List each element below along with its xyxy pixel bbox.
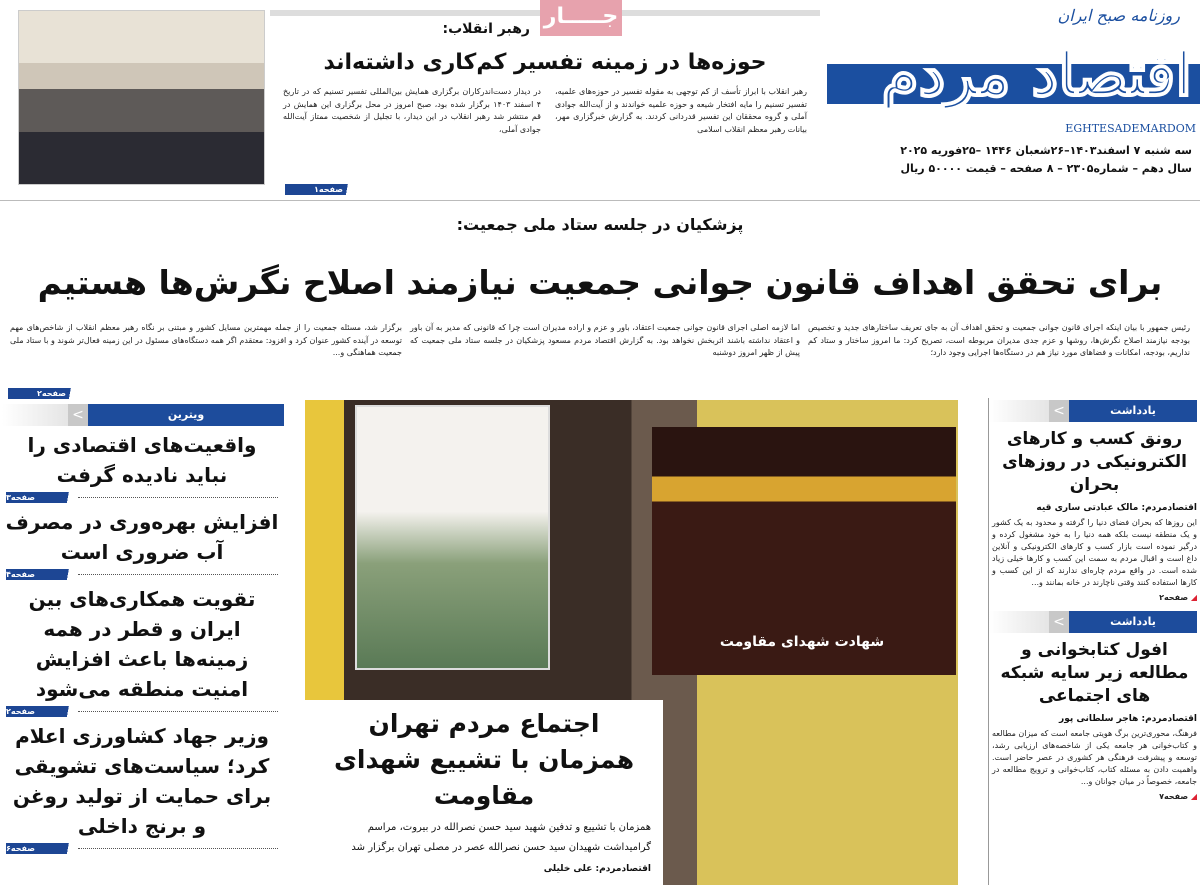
- showcase-page-ref-2[interactable]: صفحه۴ »: [6, 569, 78, 580]
- issue-info: [900, 142, 1192, 178]
- photo-story-body: همزمان با تشییع و تدفین شهید سید حسن نصرالله در بیروت، مراسم گرامیداشت شهیدان سید حسن نصرالله عصر در مصلی تهران برگزار شد: [351, 822, 651, 853]
- note-2-byline: اقتصادمردم: هاجر سلطانی پور: [1059, 714, 1197, 724]
- showcase-section-title: ویترین: [88, 404, 284, 426]
- showcase-ref-row-2: [6, 568, 284, 581]
- showcase-headline-2[interactable]: افزایش بهره‌وری در مصرف آب ضروری است: [5, 510, 279, 564]
- note-1-byline: اقتصادمردم: مالک عبادتی ساری قیه: [1036, 503, 1197, 513]
- note-1-section: یادداشت: [1069, 400, 1197, 422]
- header-fade: [989, 611, 1049, 633]
- top-story-col-right: رهبر انقلاب با ابراز تأسف از کم توجهی به مقوله تفسیر در حوزه‌های علمیه، تفسیر تسنیم را مایه افتخار شیعه و حوزه علمیه خواندند و از آیت‌الله جوادی آملی و گروه محققان این تفسیر قدردانی کردند. به گزارش خبرگزاری مهر، بیانات رهبر معظم انقلاب اسلامی: [555, 87, 807, 134]
- main-story-headline[interactable]: برای تحقق اهداف قانون جوانی جمعیت نیازمند اصلاح نگرش‌ها هستیم: [37, 263, 1163, 302]
- showcase-page-ref-3[interactable]: صفحه۲ »: [6, 706, 78, 717]
- note-1-page-ref[interactable]: ◢ صفحه۲: [992, 592, 1197, 603]
- jaar-badge: جـــــار: [540, 0, 622, 36]
- photo-story-byline: اقتصادمردم: علی خلیلی: [543, 864, 651, 874]
- main-story-col-1: رئیس جمهور با بیان اینکه اجرای قانون جوانی جمعیت و تحقق اهداف آن به جای تعریف ساختارهای جدید و تخصیص بودجه نیازمند اصلاح نگرش‌ها، روشها و عزم جدی مدیران مربوطه است، تصریح کرد: ما امروز ساختار و ستاد کم نداریم، بودجه، امکانات و فضاهای مورد نیاز هم در دستگاه‌ها اجرایی وجود دارد؛: [808, 323, 1190, 357]
- note-1-headline[interactable]: رونق کسب و کارهای الکترونیکی در روزهای بحران: [1002, 429, 1187, 495]
- top-story-kicker: رهبر انقلاب:: [442, 21, 530, 37]
- dotted-divider: [78, 711, 278, 712]
- newspaper-logo: اقتصاد مردم: [881, 40, 1192, 110]
- logo-latin: EGHTESADEMARDOM: [1065, 122, 1196, 135]
- showcase-page-ref-1[interactable]: صفحه۳ »: [6, 492, 78, 503]
- portrait-poster: [355, 405, 550, 670]
- showcase-ref-row-1: [6, 491, 284, 504]
- note-1: [992, 400, 1200, 603]
- dotted-divider: [78, 497, 278, 498]
- showcase-page-ref-4[interactable]: صفحه۶ »: [6, 843, 78, 854]
- issue-line: سال دهم – شماره۲۳۰۵ – ۸ صفحه – قیمت ۵۰۰۰۰ ریال: [900, 162, 1192, 175]
- header-fade: [2, 404, 68, 426]
- showcase-ref-row-4: [6, 842, 284, 855]
- logo-subtitle: روزنامه صبح ایران: [1057, 6, 1180, 25]
- main-story-col-3: برگزار شد، مسئله جمعیت را از جمله مهمترین مسایل کشور و مبتنی بر نگاه رهبر معظم انقلاب از شاخص‌های مهم توسعه در آینده کشور عنوان کرد و افزود: معتقدم اگر همه دستگاه‌های مسئول در این زمینه فعال‌تر شوند و با ستاد ملی جمعیت هماهنگی و...: [10, 323, 402, 357]
- main-story-col-2: اما لازمه اصلی اجرای قانون جوانی جمعیت اعتقاد، باور و عزم و اراده مدیران است چرا که قانونی که مدیر به آن باور و اعتقاد نداشته باشند اثربخش نخواهد بود. به گزارش اقتصاد مردم مسعود پزشکیان در جلسه ستاد ملی جمعیت که پیش از ظهر امروز دوشنبه: [410, 323, 800, 357]
- showcase-header: [2, 404, 284, 426]
- top-story-page-ref[interactable]: صفحه۱ »: [285, 184, 357, 195]
- column-rule: [988, 398, 989, 885]
- showcase-headline-1[interactable]: واقعیت‌های اقتصادی را نباید نادیده گرفت: [27, 433, 257, 487]
- martyrs-poster: [652, 427, 956, 675]
- top-story-col-left: در دیدار دست‌اندرکاران برگزاری همایش بین‌المللی تفسیر تسنیم که در تاریخ ۴ اسفند ۱۴۰۳ برگزار شده بود، صبح امروز در محل برگزاری این همایش در قم منتشر شد رهبر انقلاب در این دیدار، با تجلیل از شخصیت ممتاز آیت‌الله جوادی آملی،: [283, 87, 542, 134]
- note-2: [992, 611, 1200, 802]
- leader-meeting-photo: [18, 10, 265, 185]
- photo-caption-box: [305, 700, 663, 885]
- photo-story-headline[interactable]: اجتماع مردم تهران همزمان با تشییع شهدای مقاومت: [333, 709, 635, 810]
- main-story-page-ref[interactable]: صفحه۲ »: [8, 388, 80, 399]
- showcase-headline-4[interactable]: وزیر جهاد کشاورزی اعلام کرد؛ سیاست‌های تشویقی برای حمایت از تولید روغن و برنج داخلی: [12, 724, 272, 838]
- showcase-headline-3[interactable]: تقویت همکاری‌های بین ایران و قطر در همه زمینه‌ها باعث افزایش امنیت منطقه می‌شود: [28, 587, 256, 701]
- chevron-left-icon: <: [1049, 400, 1069, 422]
- top-story-headline[interactable]: حوزه‌ها در زمینه تفسیر کم‌کاری داشته‌اند: [323, 50, 767, 75]
- chevron-left-icon: <: [68, 404, 88, 426]
- note-2-section: یادداشت: [1069, 611, 1197, 633]
- masthead: [822, 0, 1200, 195]
- note-2-body: فرهنگ، محوری‌ترین برگ هویتی جامعه است که میزان مطالعه و کتاب‌خوانی هر جامعه یکی از شاخصه‌های ارزیابی رشد، توسعه و پیشرفت فرهنگی هر کشوری در عصر حاضر است. واهمیت دادن به مسئله کتاب، کتاب‌خوانی و ترویج مطالعه در جامعه، خصوصاً در میان جوانان و...: [992, 729, 1197, 786]
- showcase-column: [0, 404, 284, 885]
- notes-column: [992, 400, 1200, 885]
- note-2-header: [989, 611, 1197, 633]
- dotted-divider: [78, 574, 278, 575]
- main-story-kicker: پزشکیان در جلسه ستاد ملی جمعیت:: [456, 215, 744, 234]
- note-1-header: [989, 400, 1197, 422]
- dotted-divider: [78, 848, 278, 849]
- note-2-headline[interactable]: افول کتابخوانی و مطالعه زیر سایه شبکه های اجتماعی: [1000, 640, 1189, 706]
- note-2-page-ref[interactable]: ◢ صفحه۷: [992, 791, 1197, 802]
- divider: [0, 200, 1200, 201]
- chevron-left-icon: <: [1049, 611, 1069, 633]
- showcase-ref-row-3: [6, 705, 284, 718]
- date-line: سه شنبه ۷ اسفند۱۴۰۳–۲۶شعبان ۱۴۴۶ –۲۵فوریه ۲۰۲۵: [900, 144, 1192, 157]
- header-fade: [989, 400, 1049, 422]
- note-1-body: این روزها که بحران فضای دنیا را گرفته و محدود به یک کشور و یک منطقه نیست بلکه همه دنیا را به خود مشغول کرده و درگیر نموده است بازار کسب و کارهای الکترونیکی و آنلاین داغ است و اقبال مردم به سمت این کسب و کارها خیلی زیاد شده است. در واقع مردم چاره‌ای ندارند که از این کسب و کارها استفاده کنند وقتی ناچارند در خانه بمانند و...: [992, 518, 1197, 587]
- poster-text: شهادت شهدای مقاومت: [719, 634, 885, 650]
